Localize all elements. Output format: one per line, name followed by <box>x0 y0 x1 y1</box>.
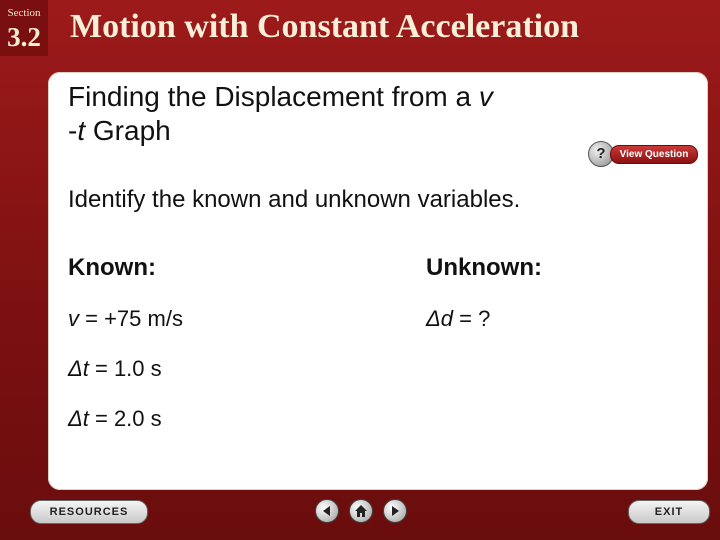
known-var: Δt <box>68 406 89 431</box>
exit-button[interactable]: EXIT <box>628 500 710 524</box>
subtitle-v: v <box>478 81 493 112</box>
page-title: Motion with Constant Acceleration <box>70 8 580 45</box>
known-var: Δt <box>68 356 89 381</box>
subtitle-part3: Graph <box>85 115 171 146</box>
home-icon <box>354 504 368 518</box>
known-rest: = 2.0 s <box>88 406 162 431</box>
known-heading: Known: <box>68 254 156 281</box>
previous-arrow-icon <box>320 504 334 518</box>
unknown-item <box>426 306 490 332</box>
next-arrow-icon <box>388 504 402 518</box>
slide-subtitle <box>68 80 608 148</box>
view-question-label: View Question <box>610 145 698 164</box>
known-rest: = +75 m/s <box>79 306 183 331</box>
prompt-text: Identify the known and unknown variables. <box>68 186 521 213</box>
subtitle-part1: Finding the Displacement from a <box>68 81 479 112</box>
known-item <box>68 406 162 432</box>
home-button[interactable] <box>349 499 373 523</box>
unknown-var: Δd <box>426 306 453 331</box>
known-item <box>68 356 162 382</box>
view-question-button[interactable] <box>588 140 698 166</box>
previous-button[interactable] <box>315 499 339 523</box>
section-word: Section <box>7 7 41 19</box>
section-number: 3.2 <box>7 22 41 52</box>
known-item <box>68 306 183 332</box>
unknown-rest: = ? <box>453 306 491 331</box>
next-button[interactable] <box>383 499 407 523</box>
resources-button[interactable]: RESOURCES <box>30 500 148 524</box>
unknown-heading: Unknown: <box>426 254 542 281</box>
subtitle-part2: - <box>68 115 78 146</box>
known-var: v <box>68 306 79 331</box>
question-mark-icon: ? <box>588 141 614 167</box>
known-rest: = 1.0 s <box>88 356 162 381</box>
section-tab <box>0 0 48 56</box>
subtitle-t: t <box>77 115 86 146</box>
